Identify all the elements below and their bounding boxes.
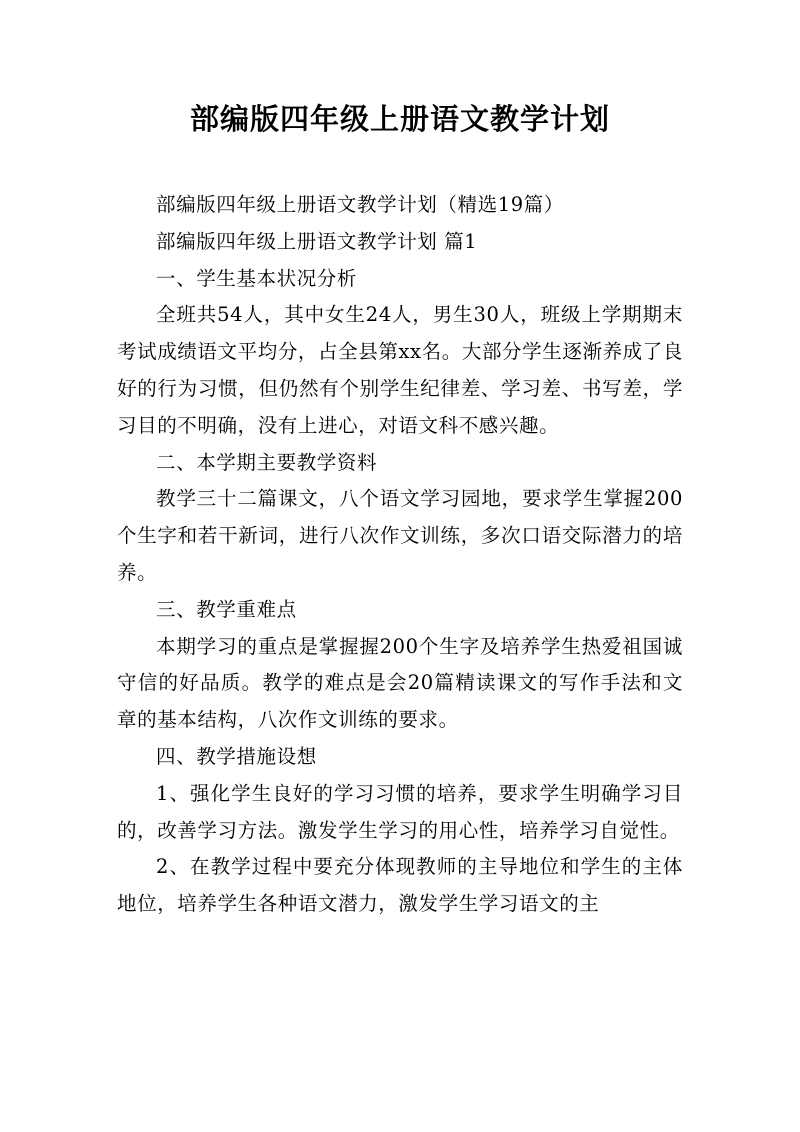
paragraph-measure-1: 1、强化学生良好的学习习惯的培养，要求学生明确学习目的，改善学习方法。激发学生学习的用心性，培养学习自觉性。: [117, 781, 683, 842]
document-body: [117, 187, 683, 923]
document-title: 部编版四年级上册语文教学计划: [189, 102, 610, 136]
section-heading-3: 三、教学重难点: [156, 597, 297, 621]
paragraph-teaching-content: 教学三十二篇课文，八个语文学习园地，要求学生掌握200个生字和若干新词，进行八次作文训练，多次口语交际潜力的培养。: [117, 487, 683, 584]
paragraph-measure-2: 2、在教学过程中要充分体现教师的主导地位和学生的主体地位，培养学生各种语文潜力，激发学生学习语文的主: [117, 855, 683, 916]
section-heading-4: 四、教学措施设想: [156, 744, 317, 768]
article-heading: 部编版四年级上册语文教学计划 篇1: [156, 229, 478, 253]
subtitle-line: 部编版四年级上册语文教学计划（精选19篇）: [156, 193, 564, 216]
paragraph-key-points: 本期学习的重点是掌握握200个生字及培养学生热爱祖国诚守信的好品质。教学的难点是会20篇精读课文的写作手法和文章的基本结构，八次作文训练的要求。: [117, 634, 683, 732]
section-heading-1: 一、学生基本状况分析: [156, 266, 358, 290]
section-heading-2: 二、本学期主要教学资料: [156, 450, 378, 474]
paragraph-student-situation: 全班共54人，其中女生24人，男生30人，班级上学期期末考试成绩语文平均分，占全县第xx名。大部分学生逐渐养成了良好的行为习惯，但仍然有个别学生纪律差、学习差、书写差，学习目的不明确，没有上进心，对语文科不感兴趣。: [117, 303, 683, 437]
